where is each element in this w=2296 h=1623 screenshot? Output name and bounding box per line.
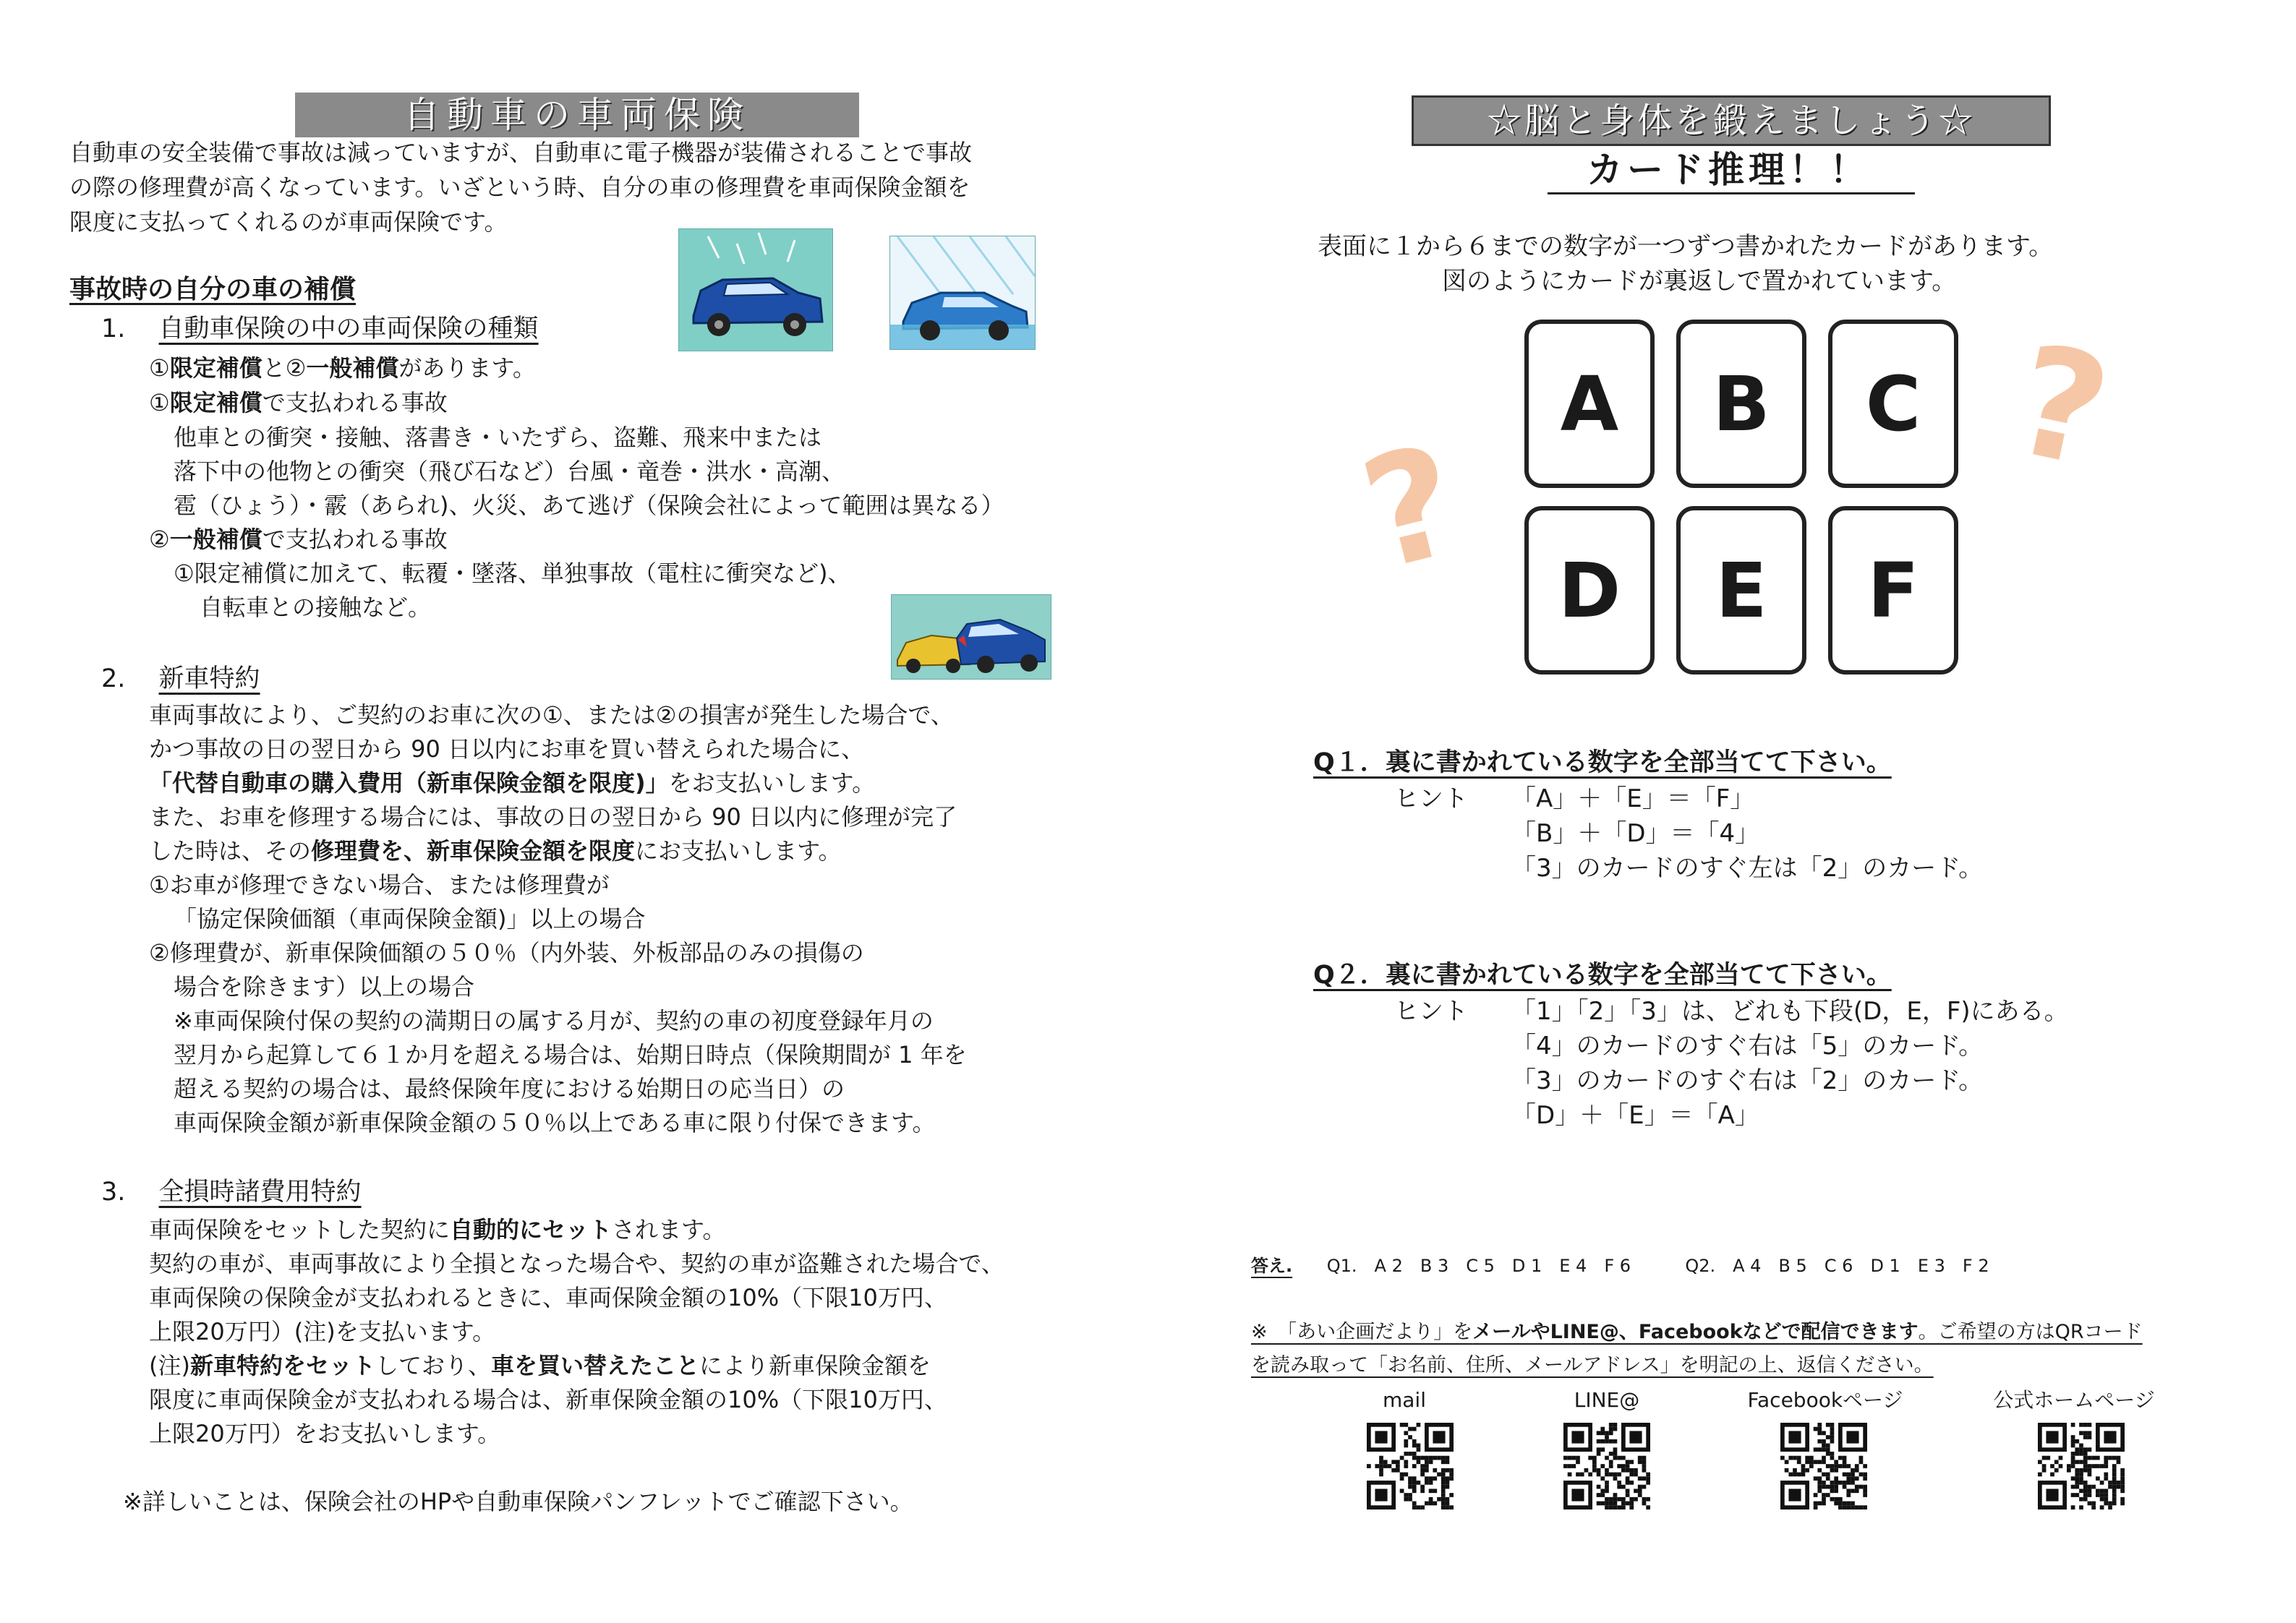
item1-line-6: ②一般補償で支払われる事故 — [149, 526, 448, 553]
item2-line-8: ②修理費が、新車保険価額の５０％（内外装、外板部品のみの損傷の — [149, 939, 864, 967]
item3-line-6: 限度に車両保険金が支払われる場合は、新車保険金額の10%（下限10万円、 — [149, 1386, 947, 1413]
item3-line-2: 契約の車が、車両事故により全損となった場合や、契約の車が盗難された場合で、 — [149, 1250, 1004, 1277]
item1-line-5: 雹（ひょう）・霰（あられ)、火災、あて逃げ（保険会社によって範囲は異なる） — [174, 492, 1004, 519]
right-page-title: ☆脳と身体を鍛えましょう☆ — [1412, 95, 2051, 146]
item2-line-7: 「協定保険価額（車両保険金額)」以上の場合 — [174, 905, 646, 933]
question-1-hint-label: ヒント — [1394, 784, 1468, 813]
item3-title: 全損時諸費用特約 — [158, 1178, 362, 1207]
question-1-hint-3: 「3」のカードのすぐ左は「2」のカード。 — [1511, 854, 1984, 883]
item2-heading — [101, 662, 260, 695]
homepage-qr-code-icon[interactable] — [2038, 1423, 2125, 1509]
question-1-hint-2: 「B」＋「D」＝「4」 — [1511, 819, 1760, 848]
qr-label-line: LINE@ — [1574, 1388, 1640, 1412]
item2-line-13: 車両保険金額が新車保険金額の５０％以上である車に限り付保できます。 — [174, 1109, 936, 1136]
item1-line-4: 落下中の他物との衝突（飛び石など）台風・竜巻・洪水・高潮、 — [174, 458, 845, 485]
item2-number: 2. — [101, 664, 126, 693]
item1-heading — [101, 312, 539, 346]
question-1-hint-1: 「A」＋「E」＝「F」 — [1511, 784, 1755, 813]
item2-line-10: ※車両保険付保の契約の満期日の属する月が、契約の車の初度登録年月の — [174, 1007, 934, 1035]
question-2-heading: Q２．裏に書かれている数字を全部当てて下さい。 — [1313, 961, 1892, 990]
item1-title: 自動車保険の中の車両保険の種類 — [158, 314, 539, 343]
item1-line-7: ①限定補償に加えて、転覆・墜落、単独事故（電柱に衝突など)、 — [174, 560, 851, 587]
puzzle-description-1: 表面に１から６までの数字が一つずつ書かれたカードがあります。 — [1318, 232, 2054, 261]
item2-line-12: 超える契約の場合は、最終保険年度における始期日の応当日）の — [174, 1075, 845, 1102]
item1-line-2: ①限定補償で支払われる事故 — [149, 389, 448, 416]
card-d: D — [1524, 506, 1655, 675]
intro-line-2: の際の修理費が高くなっています。いざという時、自分の車の修理費を車両保険金額を — [69, 174, 970, 201]
question-mark-right-decoration: ? — [2000, 311, 2123, 502]
item3-line-5: (注)新車特約をセットしており、車を買い替えたことにより新車保険金額を — [149, 1352, 931, 1379]
delivery-note-line-2: を読み取って「お名前、住所、メールアドレス」を明記の上、返信ください。 — [1251, 1354, 1934, 1376]
question-1-heading: Q１．裏に書かれている数字を全部当てて下さい。 — [1313, 748, 1892, 777]
intro-line-1: 自動車の安全装備で事故は減っていますが、自動車に電子機器が装備されることで事故 — [69, 139, 973, 166]
question-mark-left-decoration: ? — [1347, 411, 1475, 605]
qr-label-facebook: Facebookページ — [1747, 1388, 1903, 1412]
car-collision-image — [891, 594, 1051, 680]
item2-line-2: かつ事故の日の翌日から 90 日以内にお車を買い替えられた場合に、 — [149, 735, 865, 763]
answer-row — [1229, 1249, 1989, 1282]
puzzle-subtitle: カード推理！！ — [1587, 148, 1870, 191]
item1-line-1: ①限定補償と②一般補償があります。 — [149, 354, 536, 382]
mail-qr-code-icon[interactable] — [1367, 1423, 1454, 1509]
item3-heading — [101, 1176, 362, 1209]
item1-line-8: 自転車との接触など。 — [200, 594, 432, 621]
question-2-hint-3: 「3」のカードのすぐ右は「2」のカード。 — [1511, 1066, 1984, 1095]
item2-title: 新車特約 — [158, 664, 260, 693]
left-page-title: 自動車の車両保険 — [295, 93, 859, 137]
puzzle-description-2: 図のようにカードが裏返しで置かれています。 — [1442, 267, 1957, 296]
subtitle-underline — [1548, 192, 1915, 194]
item2-line-3: 「代替自動車の購入費用（新車保険金額を限度)」をお支払いします。 — [149, 769, 876, 797]
card-f: F — [1828, 506, 1958, 675]
item3-line-4: 上限20万円）(注)を支払います。 — [149, 1318, 496, 1345]
qr-label-mail: mail — [1383, 1388, 1426, 1412]
answer-label: 答え. — [1251, 1256, 1293, 1276]
line-qr-code-icon[interactable] — [1563, 1423, 1650, 1509]
left-footer-note: ※詳しいことは、保険会社のHPや自動車保険パンフレットでご確認下さい。 — [123, 1488, 913, 1515]
item3-line-3: 車両保険の保険金が支払われるときに、車両保険金額の10%（下限10万円、 — [149, 1284, 947, 1311]
item2-line-9: 場合を除きます）以上の場合 — [174, 973, 475, 1001]
item3-line-1: 車両保険をセットした契約に自動的にセットされます。 — [149, 1216, 726, 1243]
car-flood-image — [889, 236, 1036, 350]
question-2-hint-1: 「1」「2」「3」は、どれも下段(D，E，F)にある。 — [1511, 997, 2069, 1026]
item1-number: 1. — [101, 314, 126, 343]
intro-line-3: 限度に支払ってくれるのが車両保険です。 — [69, 208, 508, 236]
item2-line-5: した時は、その修理費を、新車保険金額を限度にお支払いします。 — [149, 837, 842, 865]
item3-line-7: 上限20万円）をお支払いします。 — [149, 1420, 501, 1447]
item2-line-1: 車両事故により、ご契約のお車に次の①、または②の損害が発生した場合で、 — [149, 701, 954, 729]
card-e: E — [1676, 506, 1806, 675]
answer-q1: Q1. A 2 B 3 C 5 D 1 E 4 F 6 — [1326, 1256, 1631, 1276]
card-a: A — [1524, 320, 1655, 488]
question-2-hint-label: ヒント — [1394, 997, 1468, 1026]
section-heading: 事故時の自分の車の補償 — [69, 275, 357, 304]
item2-line-11: 翌月から起算して６１か月を超える場合は、始期日時点（保険期間が 1 年を — [174, 1041, 967, 1069]
question-2-hint-4: 「D」＋「E」＝「A」 — [1511, 1101, 1759, 1130]
car-hail-damage-image — [678, 228, 833, 351]
card-c: C — [1828, 320, 1958, 488]
delivery-note-line-1: ※ 「あい企画だより」をメールやLINE@、Facebookなどで配信できます。ご希望の方はQRコード — [1251, 1321, 2143, 1343]
item1-line-3: 他車との衝突・接触、落書き・いたずら、盗難、飛来中または — [174, 424, 822, 451]
item2-line-6: ①お車が修理できない場合、または修理費が — [149, 871, 610, 899]
question-2-hint-2: 「4」のカードのすぐ右は「5」のカード。 — [1511, 1032, 1984, 1061]
card-b: B — [1676, 320, 1806, 488]
item2-line-4: また、お車を修理する場合には、事故の日の翌日から 90 日以内に修理が完了 — [149, 803, 957, 831]
facebook-qr-code-icon[interactable] — [1780, 1423, 1867, 1509]
qr-label-homepage: 公式ホームページ — [1993, 1388, 2155, 1412]
answer-q2: Q2. A 4 B 5 C 6 D 1 E 3 F 2 — [1685, 1256, 1989, 1276]
item3-number: 3. — [101, 1178, 126, 1207]
